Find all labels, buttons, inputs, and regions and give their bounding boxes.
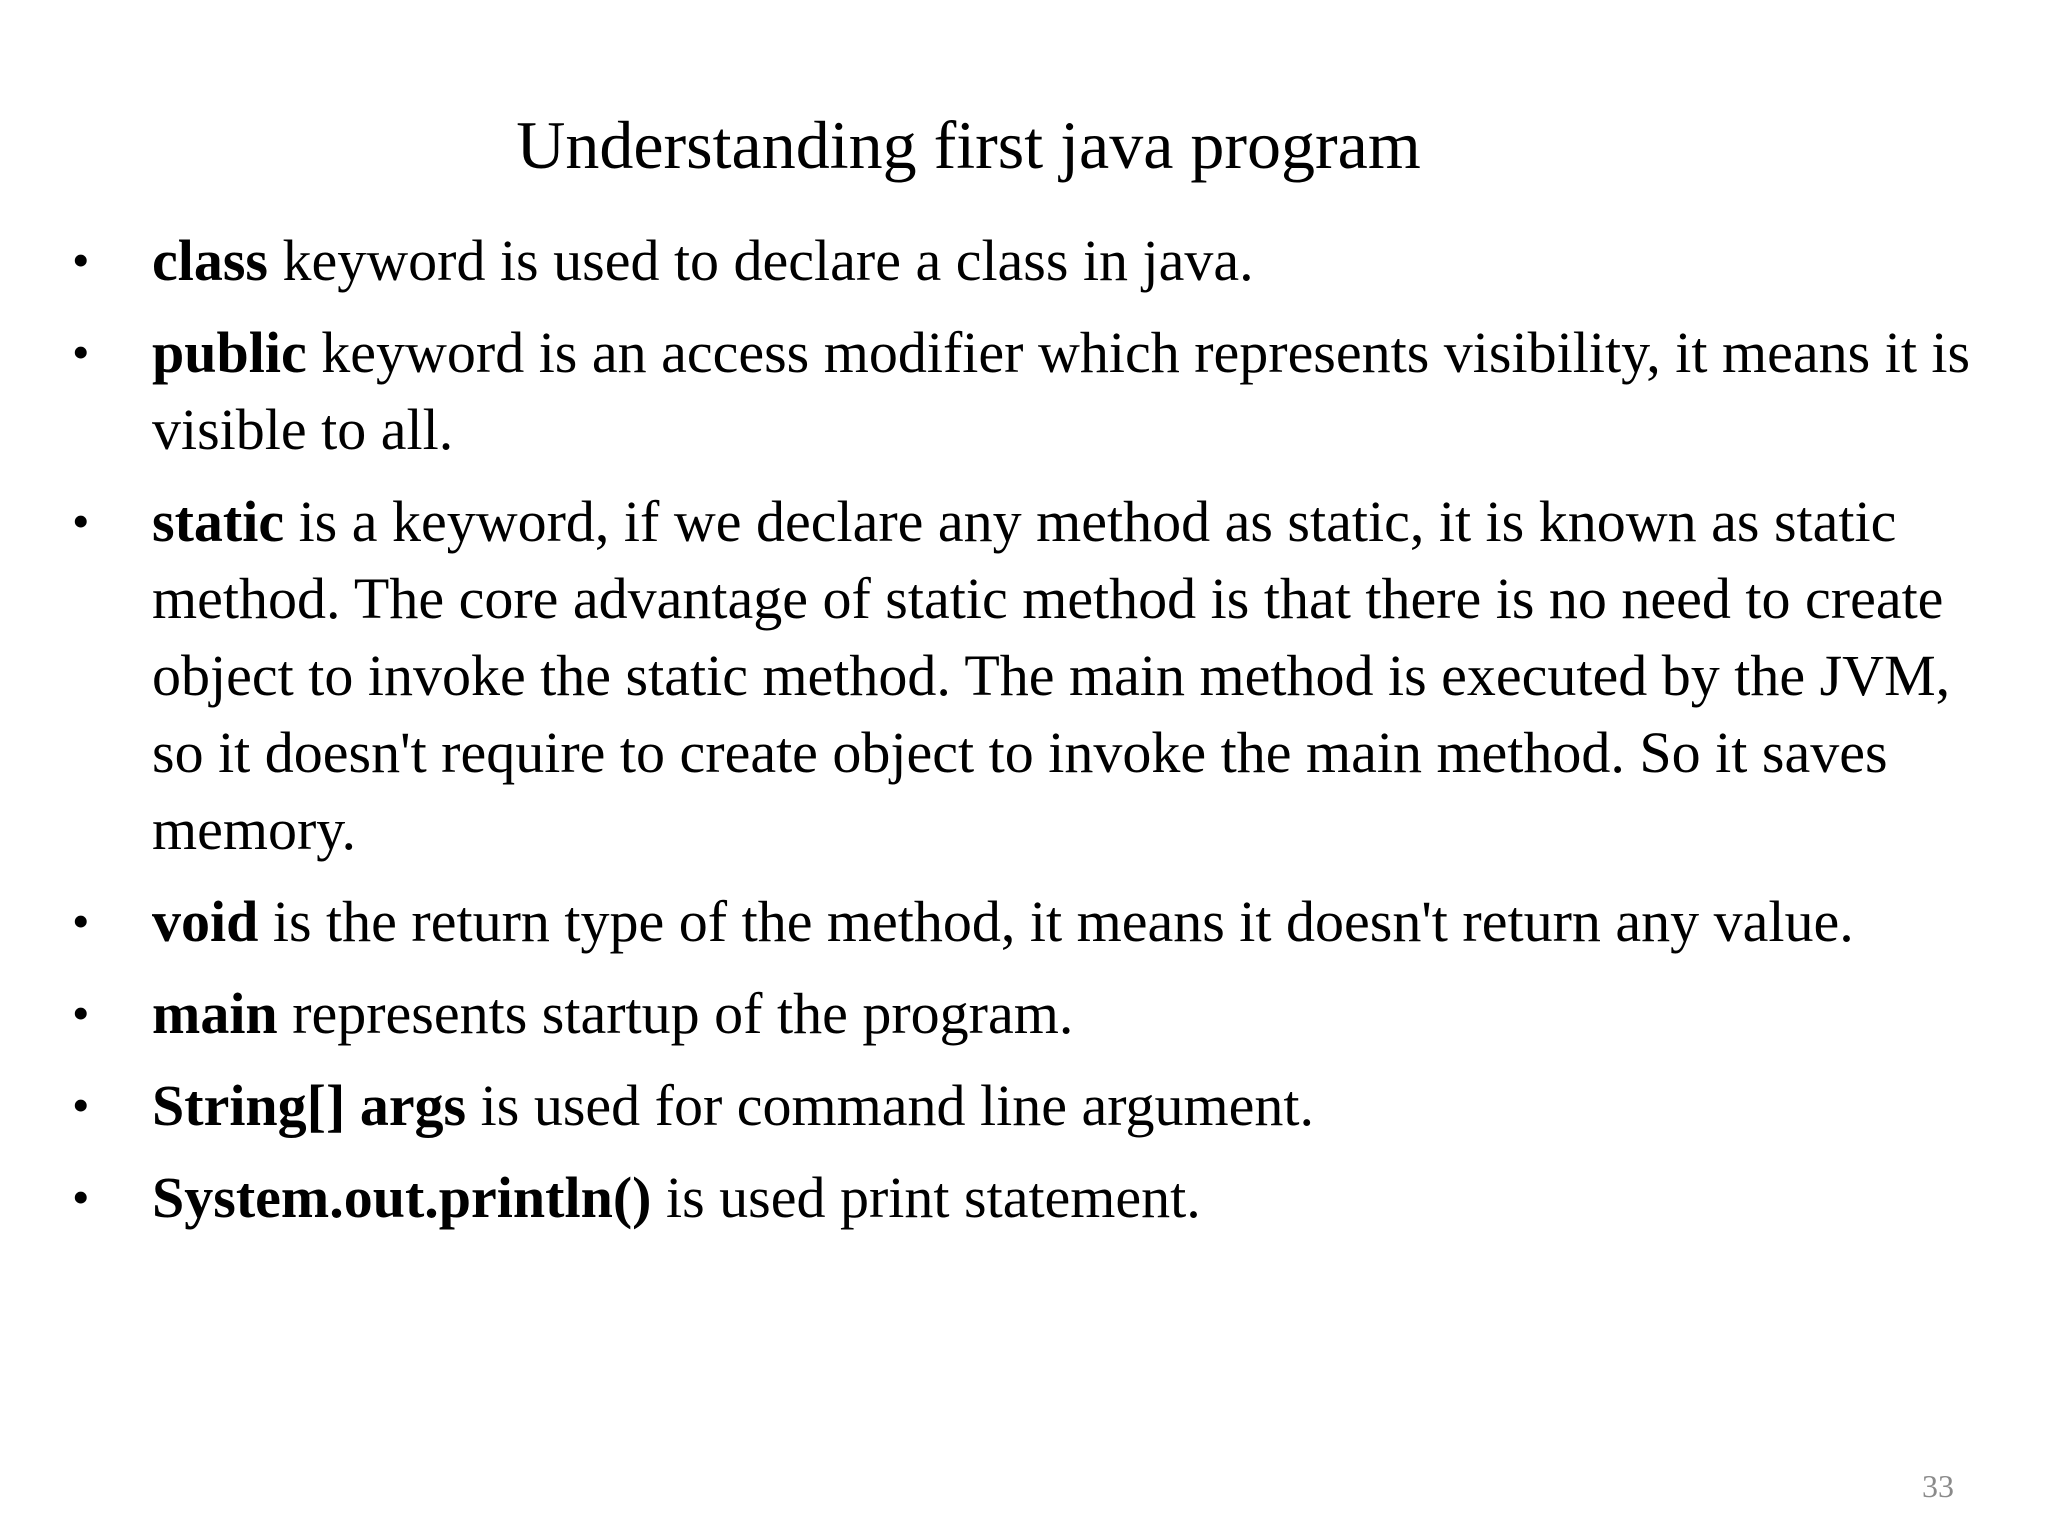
bullet-keyword: public <box>152 320 307 385</box>
bullet-text: is used for command line argument. <box>466 1073 1314 1138</box>
bullet-keyword: void <box>152 889 259 954</box>
bullet-item-string-args <box>72 1067 1992 1144</box>
bullet-icon: • <box>72 985 90 1041</box>
bullet-icon: • <box>72 324 90 380</box>
bullet-item-main <box>72 975 1992 1052</box>
bullet-text: is the return type of the method, it means it doesn't return any value. <box>258 889 1854 954</box>
bullet-icon: • <box>72 493 90 549</box>
bullet-keyword: System.out.println() <box>152 1165 652 1230</box>
bullet-keyword: main <box>152 981 278 1046</box>
slide-title: Understanding first java program <box>516 107 1421 183</box>
bullet-item-public <box>72 314 1992 468</box>
bullet-icon: • <box>72 1077 90 1133</box>
bullet-keyword: String[] args <box>152 1073 467 1138</box>
bullet-keyword: class <box>152 228 268 293</box>
bullet-item-system-out-println <box>72 1159 1992 1236</box>
bullet-item-void <box>72 883 1992 960</box>
bullet-icon: • <box>72 232 90 288</box>
bullet-list <box>72 222 1992 1251</box>
bullet-icon: • <box>72 1169 90 1225</box>
bullet-icon: • <box>72 893 90 949</box>
bullet-text: keyword is used to declare a class in java. <box>268 228 1254 293</box>
bullet-text: keyword is an access modifier which represents visibility, it means it is visible to all. <box>152 320 1971 462</box>
bullet-text: is used print statement. <box>651 1165 1201 1230</box>
bullet-text: is a keyword, if we declare any method as static, it is known as static method. The core advantage of static method is that there is no need to create object to invoke the static method. The main method is executed by the JVM, so it doesn't require to create object to invoke the main method. So it saves memory. <box>152 489 1951 862</box>
bullet-keyword: static <box>152 489 285 554</box>
bullet-text: represents startup of the program. <box>277 981 1074 1046</box>
bullet-item-class <box>72 222 1992 299</box>
page-number: 33 <box>1922 1468 1954 1504</box>
bullet-item-static <box>72 483 1992 868</box>
